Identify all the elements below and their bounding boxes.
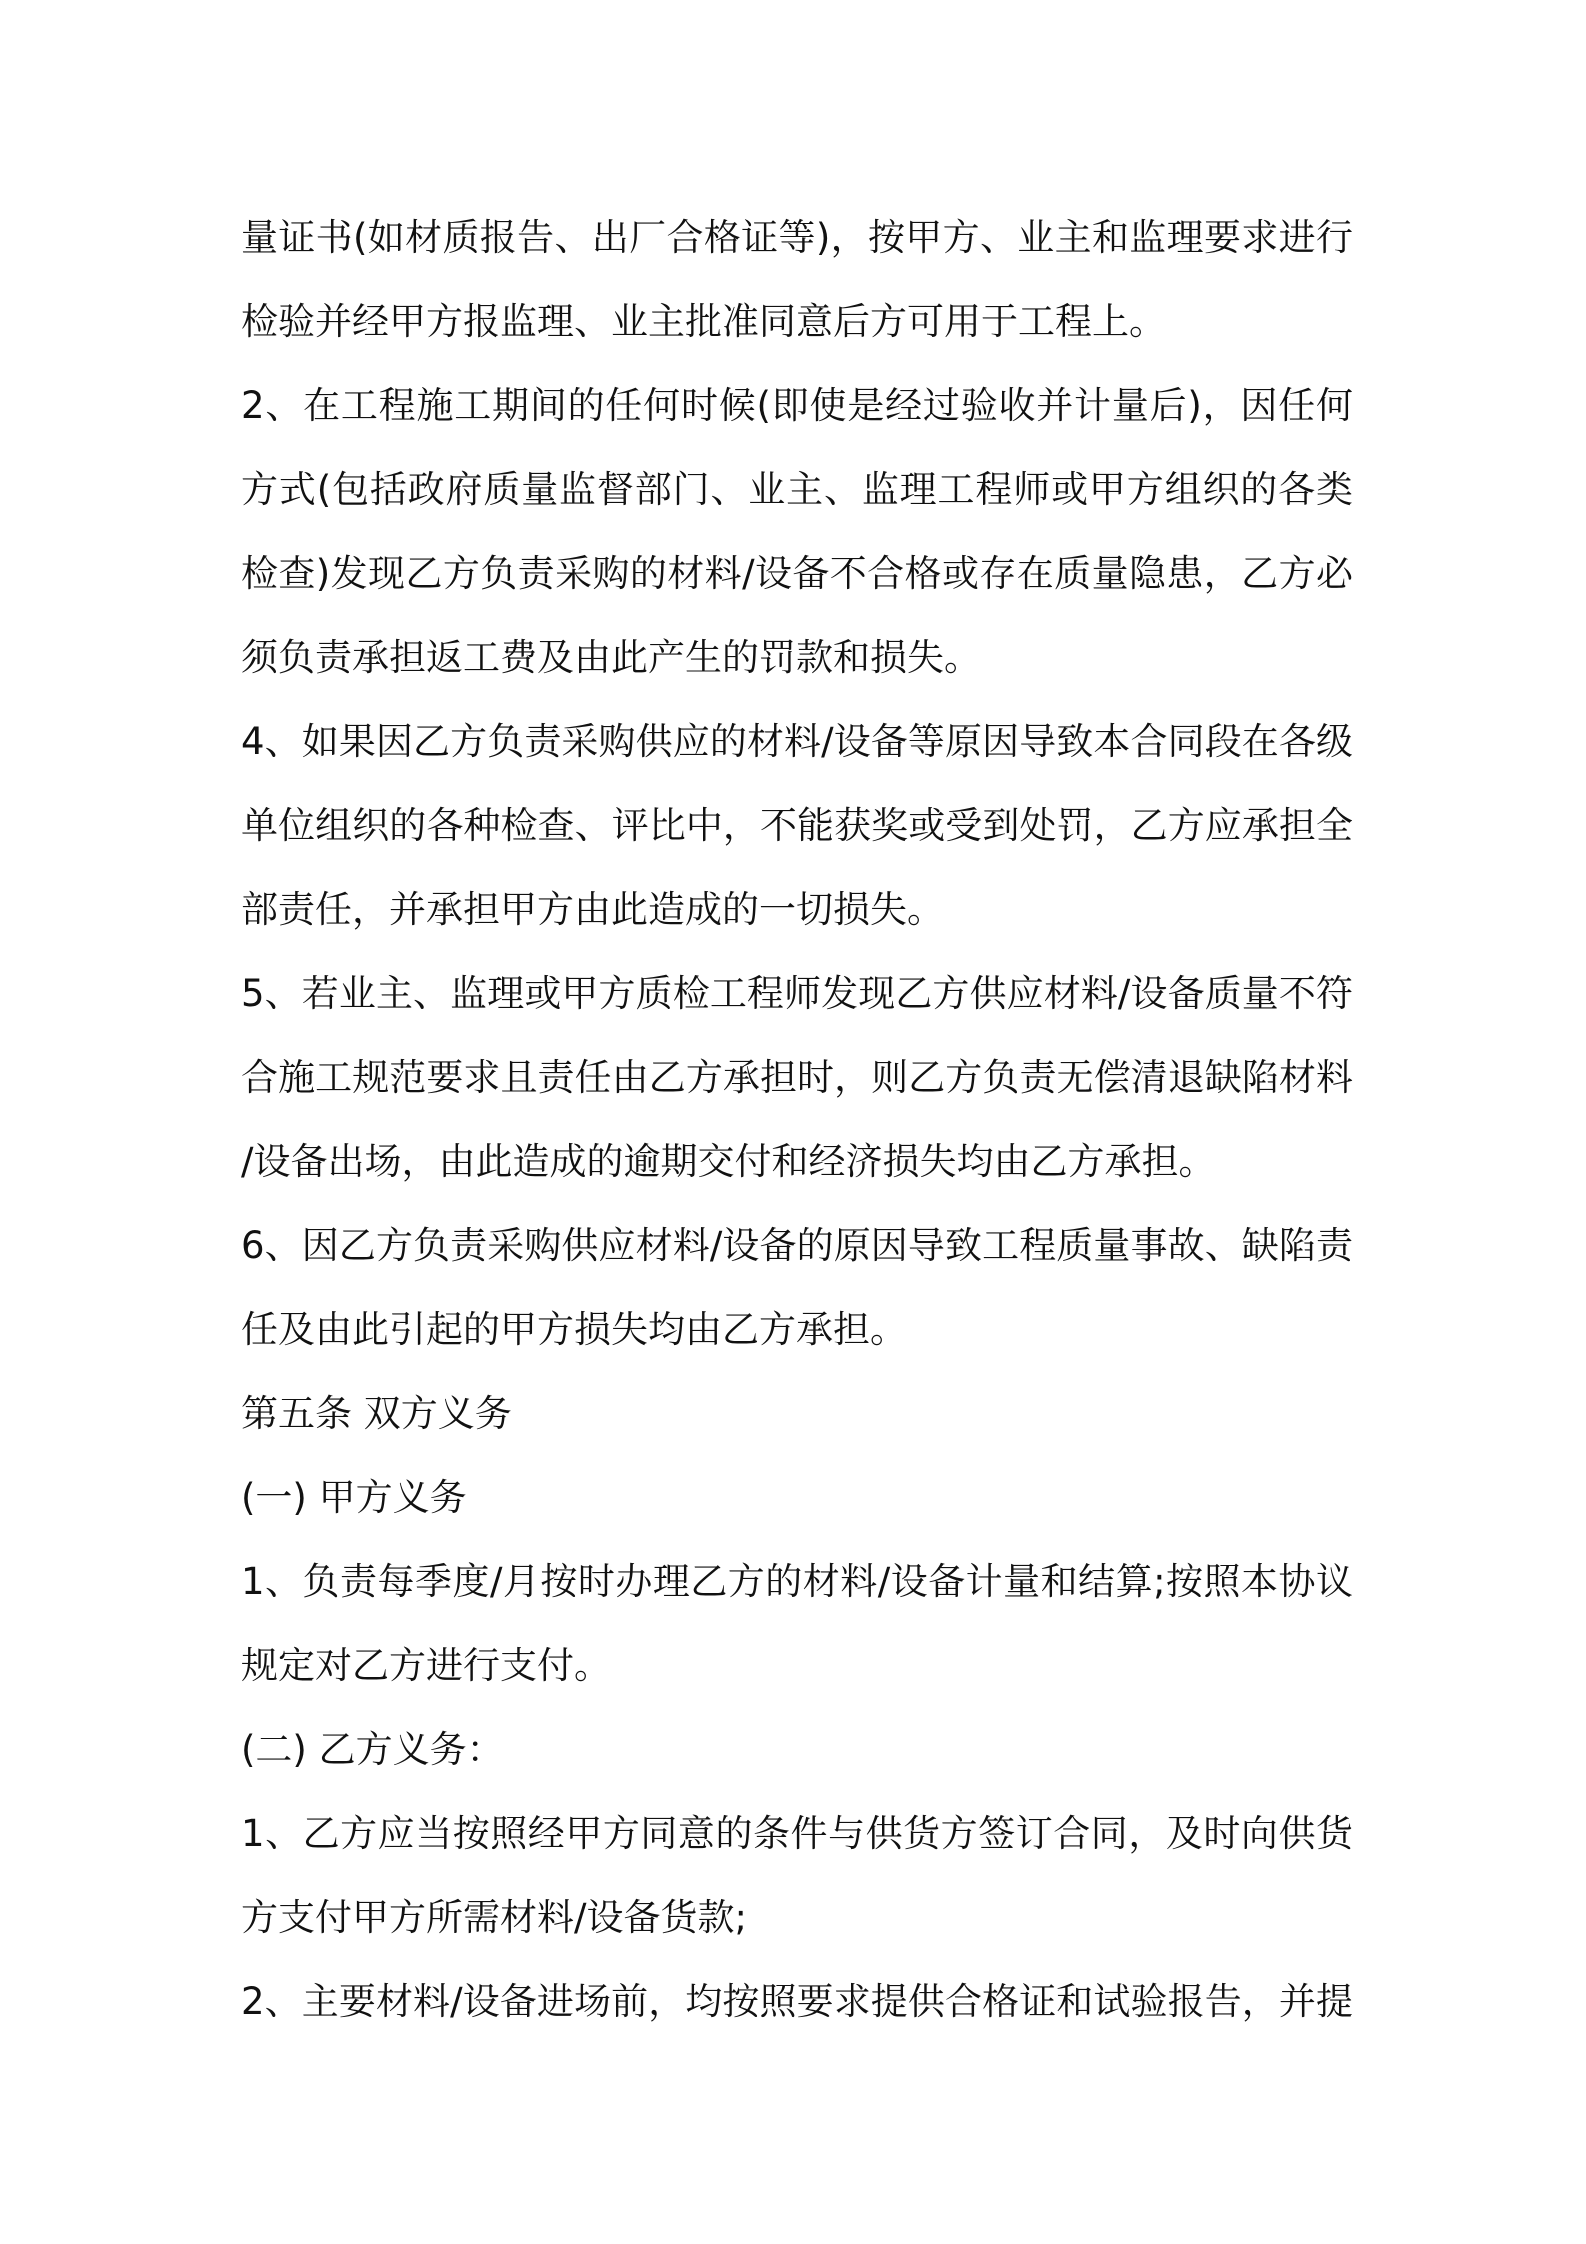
subsection-heading: (一) 甲方义务 xyxy=(241,1476,467,1519)
text-line: 检查)发现乙方负责采购的材料/设备不合格或存在质量隐患，乙方必 xyxy=(241,552,1353,595)
text-line: 6、因乙方负责采购供应材料/设备的原因导致工程质量事故、缺陷责 xyxy=(241,1224,1353,1267)
text-line: 2、在工程施工期间的任何时候(即使是经过验收并计量后)，因任何 xyxy=(241,384,1353,427)
text-line: 合施工规范要求且责任由乙方承担时，则乙方负责无偿清退缺陷材料 xyxy=(241,1056,1353,1099)
text-line: 部责任，并承担甲方由此造成的一切损失。 xyxy=(241,888,944,931)
text-line: 4、如果因乙方负责采购供应的材料/设备等原因导致本合同段在各级 xyxy=(241,720,1353,763)
section-heading: 第五条 双方义务 xyxy=(241,1392,512,1435)
text-line: 1、负责每季度/月按时办理乙方的材料/设备计量和结算;按照本协议 xyxy=(241,1560,1353,1603)
document-body xyxy=(241,196,1353,2044)
text-line: 2、主要材料/设备进场前，均按照要求提供合格证和试验报告，并提 xyxy=(241,1980,1353,2023)
text-line: 单位组织的各种检查、评比中，不能获奖或受到处罚，乙方应承担全 xyxy=(241,804,1353,847)
text-line: 1、乙方应当按照经甲方同意的条件与供货方签订合同，及时向供货 xyxy=(241,1812,1353,1855)
text-line: 检验并经甲方报监理、业主批准同意后方可用于工程上。 xyxy=(241,300,1166,343)
text-line: 任及由此引起的甲方损失均由乙方承担。 xyxy=(241,1308,907,1351)
text-line: 5、若业主、监理或甲方质检工程师发现乙方供应材料/设备质量不符 xyxy=(241,972,1353,1015)
text-line: 须负责承担返工费及由此产生的罚款和损失。 xyxy=(241,636,981,679)
text-line: /设备出场，由此造成的逾期交付和经济损失均由乙方承担。 xyxy=(241,1140,1216,1183)
text-line: 方支付甲方所需材料/设备货款; xyxy=(241,1896,747,1939)
text-line: 规定对乙方进行支付。 xyxy=(241,1644,611,1687)
text-line: 方式(包括政府质量监督部门、业主、监理工程师或甲方组织的各类 xyxy=(241,468,1353,511)
text-line: 量证书(如材质报告、出厂合格证等)，按甲方、业主和监理要求进行 xyxy=(241,216,1353,259)
subsection-heading: (二) 乙方义务： xyxy=(241,1728,504,1771)
